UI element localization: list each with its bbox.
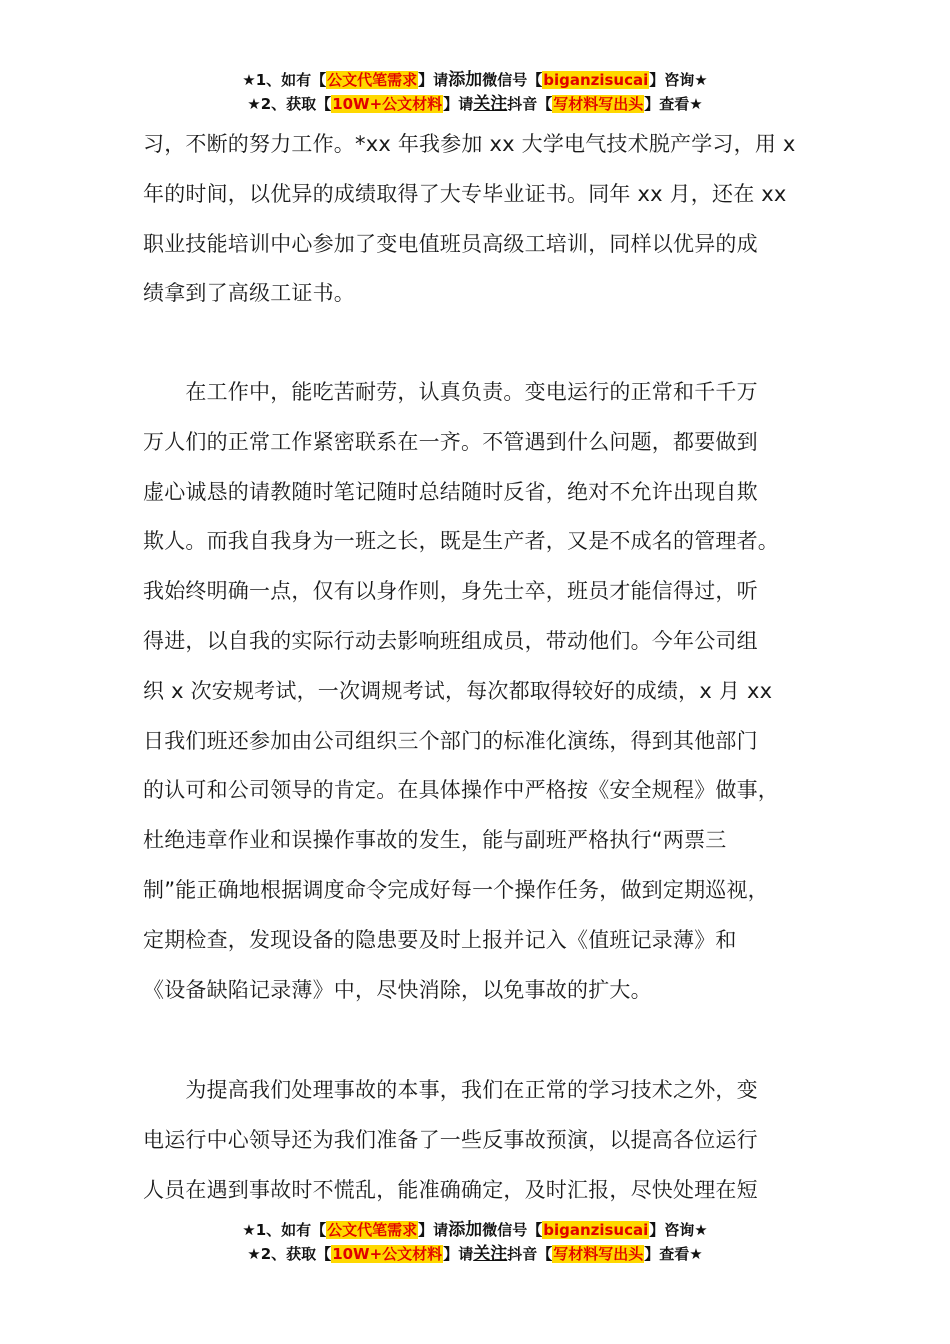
promo-text: 微信号【: [482, 1221, 543, 1239]
promo-text: 】咨询★: [649, 1221, 708, 1239]
promo-text: 】咨询★: [649, 71, 708, 89]
text-line: 人员在遇到事故时不慌乱，能准确确定，及时汇报，尽快处理在短: [143, 1177, 758, 1202]
promo-text: 】请: [418, 71, 449, 89]
text-line: 年的时间，以优异的成绩取得了大专毕业证书。同年 xx 月，还在 xx: [143, 181, 787, 206]
body-paragraph-2: [143, 368, 833, 1015]
text-line: 虚心诚恳的请教随时笔记随时总结随时反省，绝对不允许出现自欺: [143, 479, 758, 504]
promo-text: ★1、如有【: [242, 71, 327, 89]
text-line: 习，不断的努力工作。*xx 年我参加 xx 大学电气技术脱产学习，用 x: [143, 132, 796, 156]
text-line: 绩拿到了高级工证书。: [143, 281, 355, 306]
promo-text: 】请: [443, 95, 474, 113]
promo-emphasis: 关注: [473, 1244, 508, 1264]
promo-highlight: 10W+公文材料: [332, 1245, 443, 1263]
text-line: 杜绝违章作业和误操作事故的发生，能与副班严格执行“两票三: [143, 828, 727, 853]
promo-text: 】查看★: [644, 95, 703, 113]
promo-text: 】请: [443, 1245, 474, 1263]
text-line: 制”能正确地根据调度命令完成好每一个操作任务，做到定期巡视，: [143, 877, 769, 902]
promo-highlight: 公文代笔需求: [327, 1221, 418, 1239]
promo-emphasis: 添加: [448, 70, 483, 90]
body-paragraph-1: [143, 120, 833, 319]
text-line: 日我们班还参加由公司组织三个部门的标准化演练，得到其他部门: [143, 728, 758, 753]
text-line: 《设备缺陷记录薄》中，尽快消除，以免事故的扩大。: [143, 977, 652, 1002]
text-line: 职业技能培训中心参加了变电值班员高级工培训，同样以优异的成: [143, 231, 758, 256]
promo-emphasis: 添加: [448, 1220, 483, 1240]
text-line: 织 x 次安规考试，一次调规考试，每次都取得较好的成绩，x 月 xx: [143, 678, 773, 703]
promo-text: 】查看★: [644, 1245, 703, 1263]
promo-header: [0, 68, 950, 116]
promo-highlight: 公文代笔需求: [327, 71, 418, 89]
promo-line-1: [0, 68, 950, 92]
text-line: 万人们的正常工作紧密联系在一齐。不管遇到什么问题，都要做到: [143, 429, 758, 454]
promo-line-2: [0, 1242, 950, 1266]
promo-line-1: [0, 1218, 950, 1242]
promo-highlight: 10W+公文材料: [332, 95, 443, 113]
promo-wechat-id: biganzisucai: [543, 1221, 649, 1239]
promo-douyin-id: 写材料写出头: [553, 95, 644, 113]
promo-emphasis: 关注: [473, 94, 508, 114]
promo-line-2: [0, 92, 950, 116]
text-line: 欺人。而我自我身为一班之长，既是生产者，又是不成名的管理者。: [143, 529, 779, 554]
text-line: 得进，以自我的实际行动去影响班组成员，带动他们。今年公司组: [143, 628, 758, 653]
promo-text: 抖音【: [507, 1245, 553, 1263]
promo-footer: [0, 1218, 950, 1266]
body-paragraph-3: [143, 1066, 833, 1215]
text-line: 电运行中心领导还为我们准备了一些反事故预演，以提高各位运行: [143, 1127, 758, 1152]
text-line: 的认可和公司领导的肯定。在具体操作中严格按《安全规程》做事，: [143, 778, 779, 803]
text-line: 我始终明确一点，仅有以身作则，身先士卒，班员才能信得过，听: [143, 579, 758, 604]
promo-text: 抖音【: [507, 95, 553, 113]
promo-text: ★1、如有【: [242, 1221, 327, 1239]
text-line: 为提高我们处理事故的本事，我们在正常的学习技术之外，变: [143, 1078, 758, 1102]
promo-text: ★2、获取【: [247, 95, 332, 113]
promo-text: 微信号【: [482, 71, 543, 89]
text-line: 在工作中，能吃苦耐劳，认真负责。变电运行的正常和千千万: [143, 380, 758, 404]
promo-text: 】请: [418, 1221, 449, 1239]
promo-douyin-id: 写材料写出头: [553, 1245, 644, 1263]
text-line: 定期检查，发现设备的隐患要及时上报并记入《值班记录薄》和: [143, 927, 737, 952]
promo-text: ★2、获取【: [247, 1245, 332, 1263]
promo-wechat-id: biganzisucai: [543, 71, 649, 89]
